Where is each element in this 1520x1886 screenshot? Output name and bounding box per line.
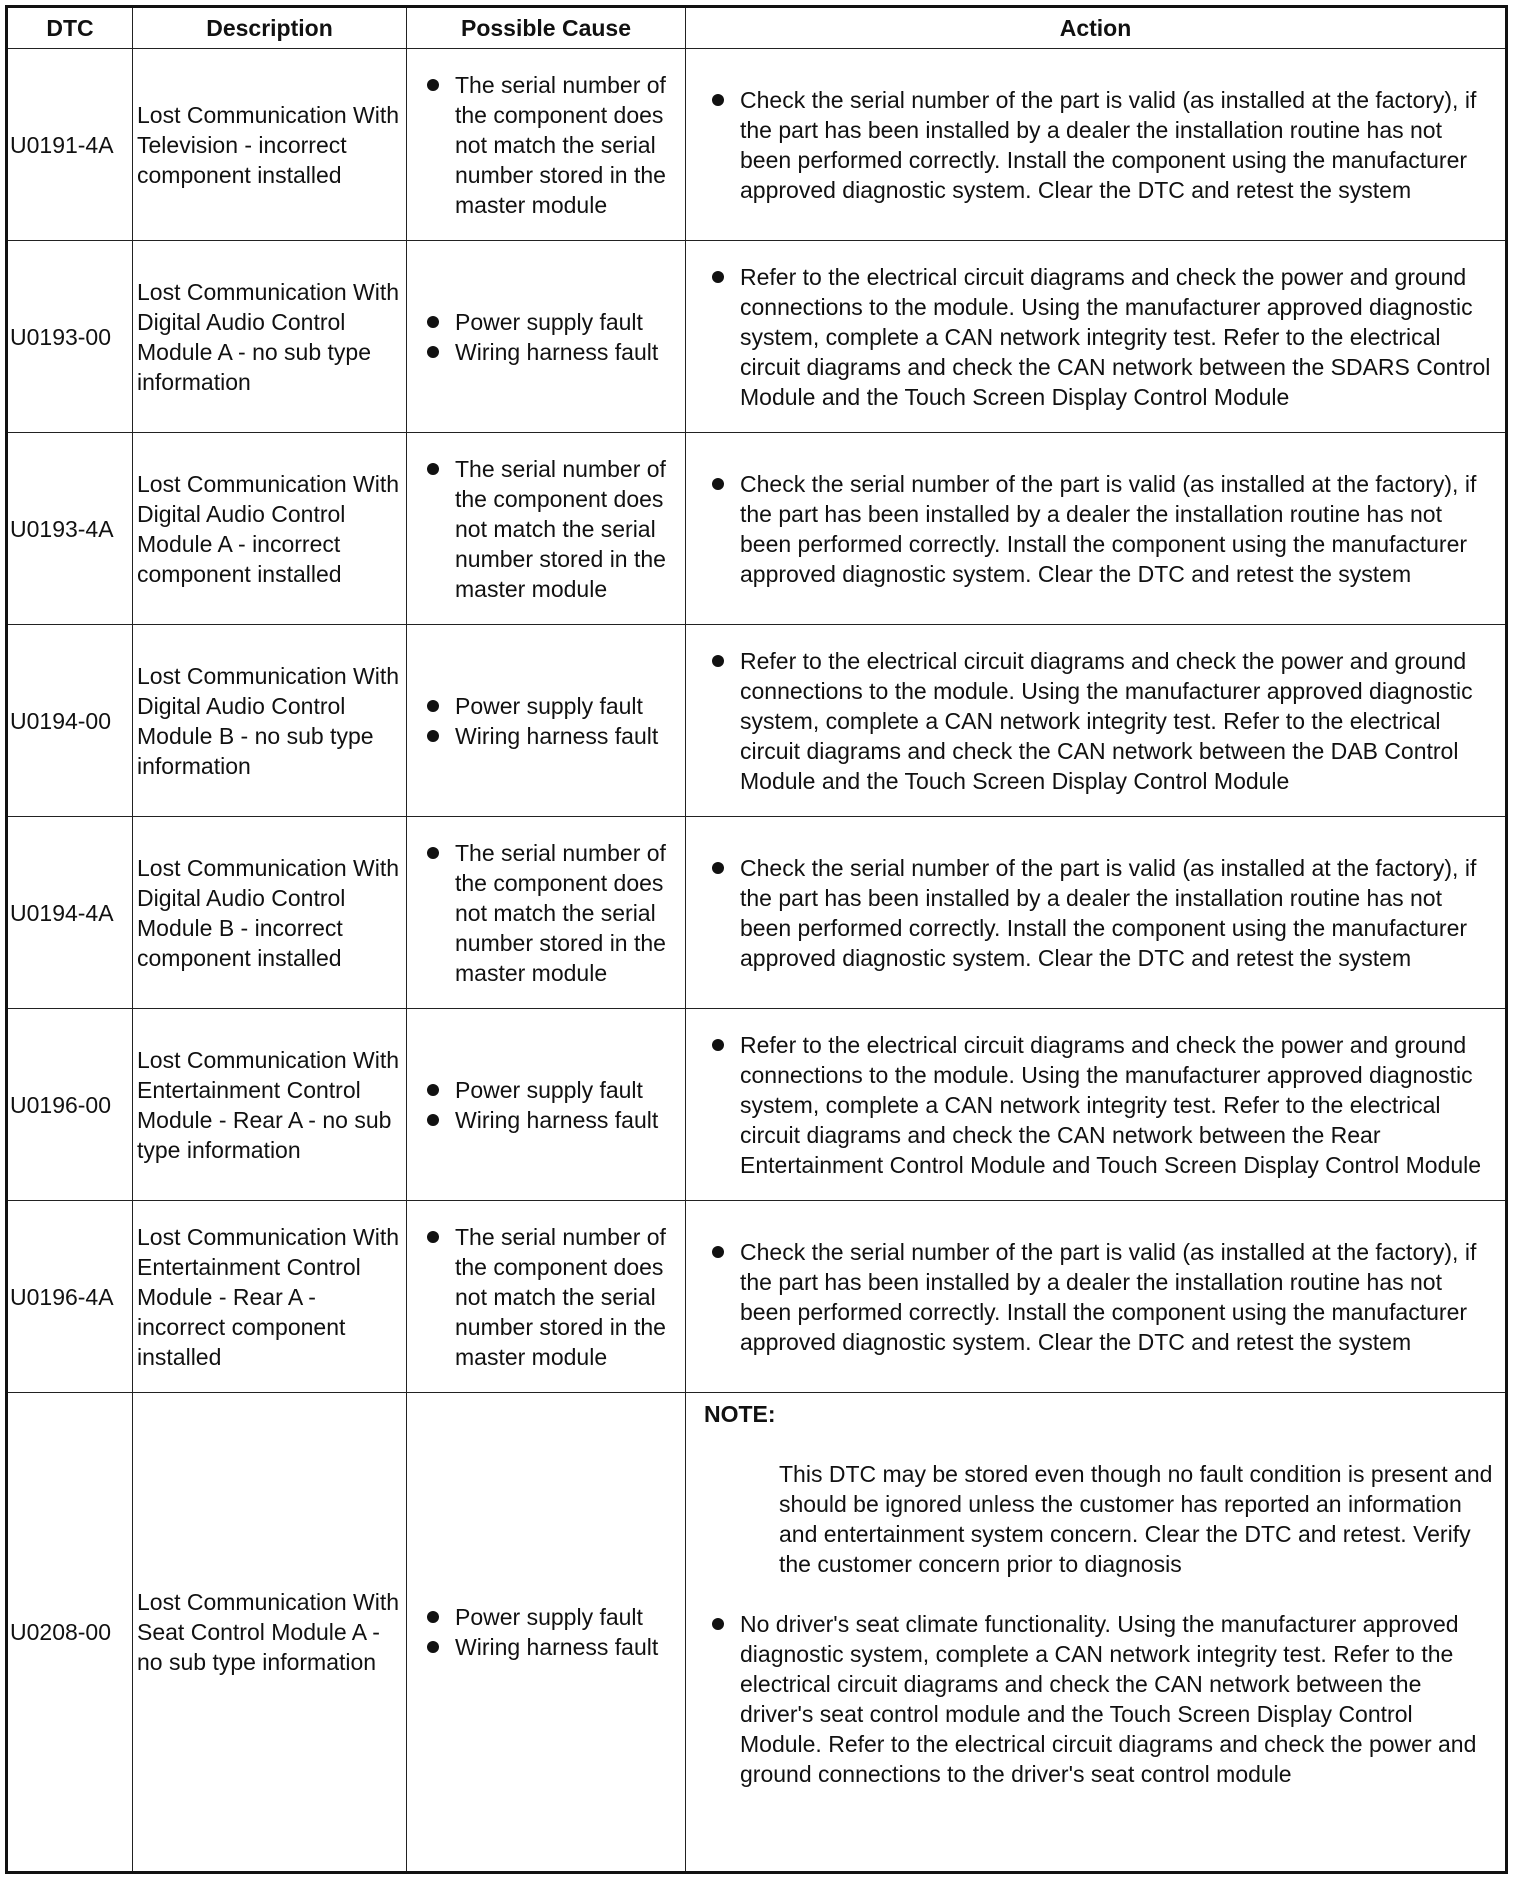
cause-list xyxy=(419,691,679,751)
cause-item: Wiring harness fault xyxy=(419,337,679,367)
possible-cause-cell xyxy=(407,241,686,433)
possible-cause-cell xyxy=(407,433,686,625)
table-row xyxy=(7,49,1507,241)
cause-list xyxy=(419,1075,679,1135)
possible-cause-cell xyxy=(407,817,686,1009)
description: Lost Communication With Entertainment Control Module - Rear A - incorrect component installed xyxy=(133,1201,407,1393)
possible-cause-cell xyxy=(407,625,686,817)
action-cell xyxy=(686,625,1507,817)
dtc-code: U0196-00 xyxy=(7,1009,133,1201)
cause-item: Wiring harness fault xyxy=(419,1105,679,1135)
cause-item: Power supply fault xyxy=(419,1602,679,1632)
cause-list xyxy=(419,454,679,604)
description: Lost Communication With Digital Audio Control Module B - no sub type information xyxy=(133,625,407,817)
action-list xyxy=(704,646,1495,796)
cause-list xyxy=(419,1222,679,1372)
table-row xyxy=(7,817,1507,1009)
table-row xyxy=(7,1009,1507,1201)
cause-item: The serial number of the component does not match the serial number stored in the master module xyxy=(419,838,679,988)
header-description: Description xyxy=(133,7,407,49)
note-label: NOTE: xyxy=(704,1401,776,1427)
dtc-code: U0191-4A xyxy=(7,49,133,241)
cause-item: Power supply fault xyxy=(419,691,679,721)
description: Lost Communication With Digital Audio Control Module A - incorrect component installed xyxy=(133,433,407,625)
action-cell xyxy=(686,1201,1507,1393)
header-action: Action xyxy=(686,7,1507,49)
cause-item: Power supply fault xyxy=(419,307,679,337)
action-cell xyxy=(686,1393,1507,1873)
action-item: Refer to the electrical circuit diagrams and check the power and ground connections to the module. Using the manufacturer approved diagnostic system, complete a CAN network integrity test. Refer to the electrical circuit diagrams and check the CAN network between the Rear Entertainment Control Module and Touch Screen Display Control Module xyxy=(704,1030,1495,1180)
action-cell xyxy=(686,49,1507,241)
table-row xyxy=(7,625,1507,817)
action-cell xyxy=(686,241,1507,433)
dtc-code: U0196-4A xyxy=(7,1201,133,1393)
dtc-table xyxy=(5,5,1508,1874)
cause-item: The serial number of the component does not match the serial number stored in the master module xyxy=(419,454,679,604)
action-item: No driver's seat climate functionality. Using the manufacturer approved diagnostic system, complete a CAN network integrity test. Refer to the electrical circuit diagrams and check the CAN network between the driver's seat control module and the Touch Screen Display Control Module. Refer to the electrical circuit diagrams and check the power and ground connections to the driver's seat control module xyxy=(704,1609,1495,1789)
action-list xyxy=(704,1030,1495,1180)
action-list xyxy=(704,85,1495,205)
table-row xyxy=(7,1201,1507,1393)
cause-item: The serial number of the component does not match the serial number stored in the master module xyxy=(419,70,679,220)
action-list xyxy=(704,853,1495,973)
action-list xyxy=(704,262,1495,412)
action-item: Check the serial number of the part is valid (as installed at the factory), if the part has been installed by a dealer the installation routine has not been performed correctly. Install the component using the manufacturer approved diagnostic system. Clear the DTC and retest the system xyxy=(704,1237,1495,1357)
action-list xyxy=(704,1237,1495,1357)
possible-cause-cell xyxy=(407,49,686,241)
possible-cause-cell xyxy=(407,1393,686,1873)
header-possible-cause: Possible Cause xyxy=(407,7,686,49)
dtc-code: U0193-00 xyxy=(7,241,133,433)
cause-item: Power supply fault xyxy=(419,1075,679,1105)
table-row xyxy=(7,433,1507,625)
cause-list xyxy=(419,307,679,367)
action-cell xyxy=(686,817,1507,1009)
header-dtc: DTC xyxy=(7,7,133,49)
cause-item: Wiring harness fault xyxy=(419,1632,679,1662)
action-item: Refer to the electrical circuit diagrams and check the power and ground connections to the module. Using the manufacturer approved diagnostic system, complete a CAN network integrity test. Refer to the electrical circuit diagrams and check the CAN network between the DAB Control Module and the Touch Screen Display Control Module xyxy=(704,646,1495,796)
header-row xyxy=(7,7,1507,49)
action-item: Refer to the electrical circuit diagrams and check the power and ground connections to the module. Using the manufacturer approved diagnostic system, complete a CAN network integrity test. Refer to the electrical circuit diagrams and check the CAN network between the SDARS Control Module and the Touch Screen Display Control Module xyxy=(704,262,1495,412)
cause-list xyxy=(419,1602,679,1662)
description: Lost Communication With Television - incorrect component installed xyxy=(133,49,407,241)
action-list xyxy=(704,469,1495,589)
dtc-code: U0194-4A xyxy=(7,817,133,1009)
cause-item: Wiring harness fault xyxy=(419,721,679,751)
cause-list xyxy=(419,838,679,988)
cause-item: The serial number of the component does not match the serial number stored in the master module xyxy=(419,1222,679,1372)
action-item: Check the serial number of the part is valid (as installed at the factory), if the part has been installed by a dealer the installation routine has not been performed correctly. Install the component using the manufacturer approved diagnostic system. Clear the DTC and retest the system xyxy=(704,85,1495,205)
table-row xyxy=(7,241,1507,433)
description: Lost Communication With Seat Control Module A - no sub type information xyxy=(133,1393,407,1873)
note-text: This DTC may be stored even though no fault condition is present and should be ignored unless the customer has reported an information and entertainment system concern. Clear the DTC and retest. Verify the customer concern prior to diagnosis xyxy=(779,1461,1493,1577)
action-cell xyxy=(686,1009,1507,1201)
table-row xyxy=(7,1393,1507,1873)
description: Lost Communication With Entertainment Control Module - Rear A - no sub type information xyxy=(133,1009,407,1201)
dtc-code: U0208-00 xyxy=(7,1393,133,1873)
dtc-code: U0194-00 xyxy=(7,625,133,817)
dtc-code: U0193-4A xyxy=(7,433,133,625)
possible-cause-cell xyxy=(407,1201,686,1393)
description: Lost Communication With Digital Audio Control Module B - incorrect component installed xyxy=(133,817,407,1009)
action-list xyxy=(704,1609,1495,1789)
possible-cause-cell xyxy=(407,1009,686,1201)
action-item: Check the serial number of the part is valid (as installed at the factory), if the part has been installed by a dealer the installation routine has not been performed correctly. Install the component using the manufacturer approved diagnostic system. Clear the DTC and retest the system xyxy=(704,853,1495,973)
action-cell xyxy=(686,433,1507,625)
description: Lost Communication With Digital Audio Control Module A - no sub type information xyxy=(133,241,407,433)
cause-list xyxy=(419,70,679,220)
action-item: Check the serial number of the part is valid (as installed at the factory), if the part has been installed by a dealer the installation routine has not been performed correctly. Install the component using the manufacturer approved diagnostic system. Clear the DTC and retest the system xyxy=(704,469,1495,589)
